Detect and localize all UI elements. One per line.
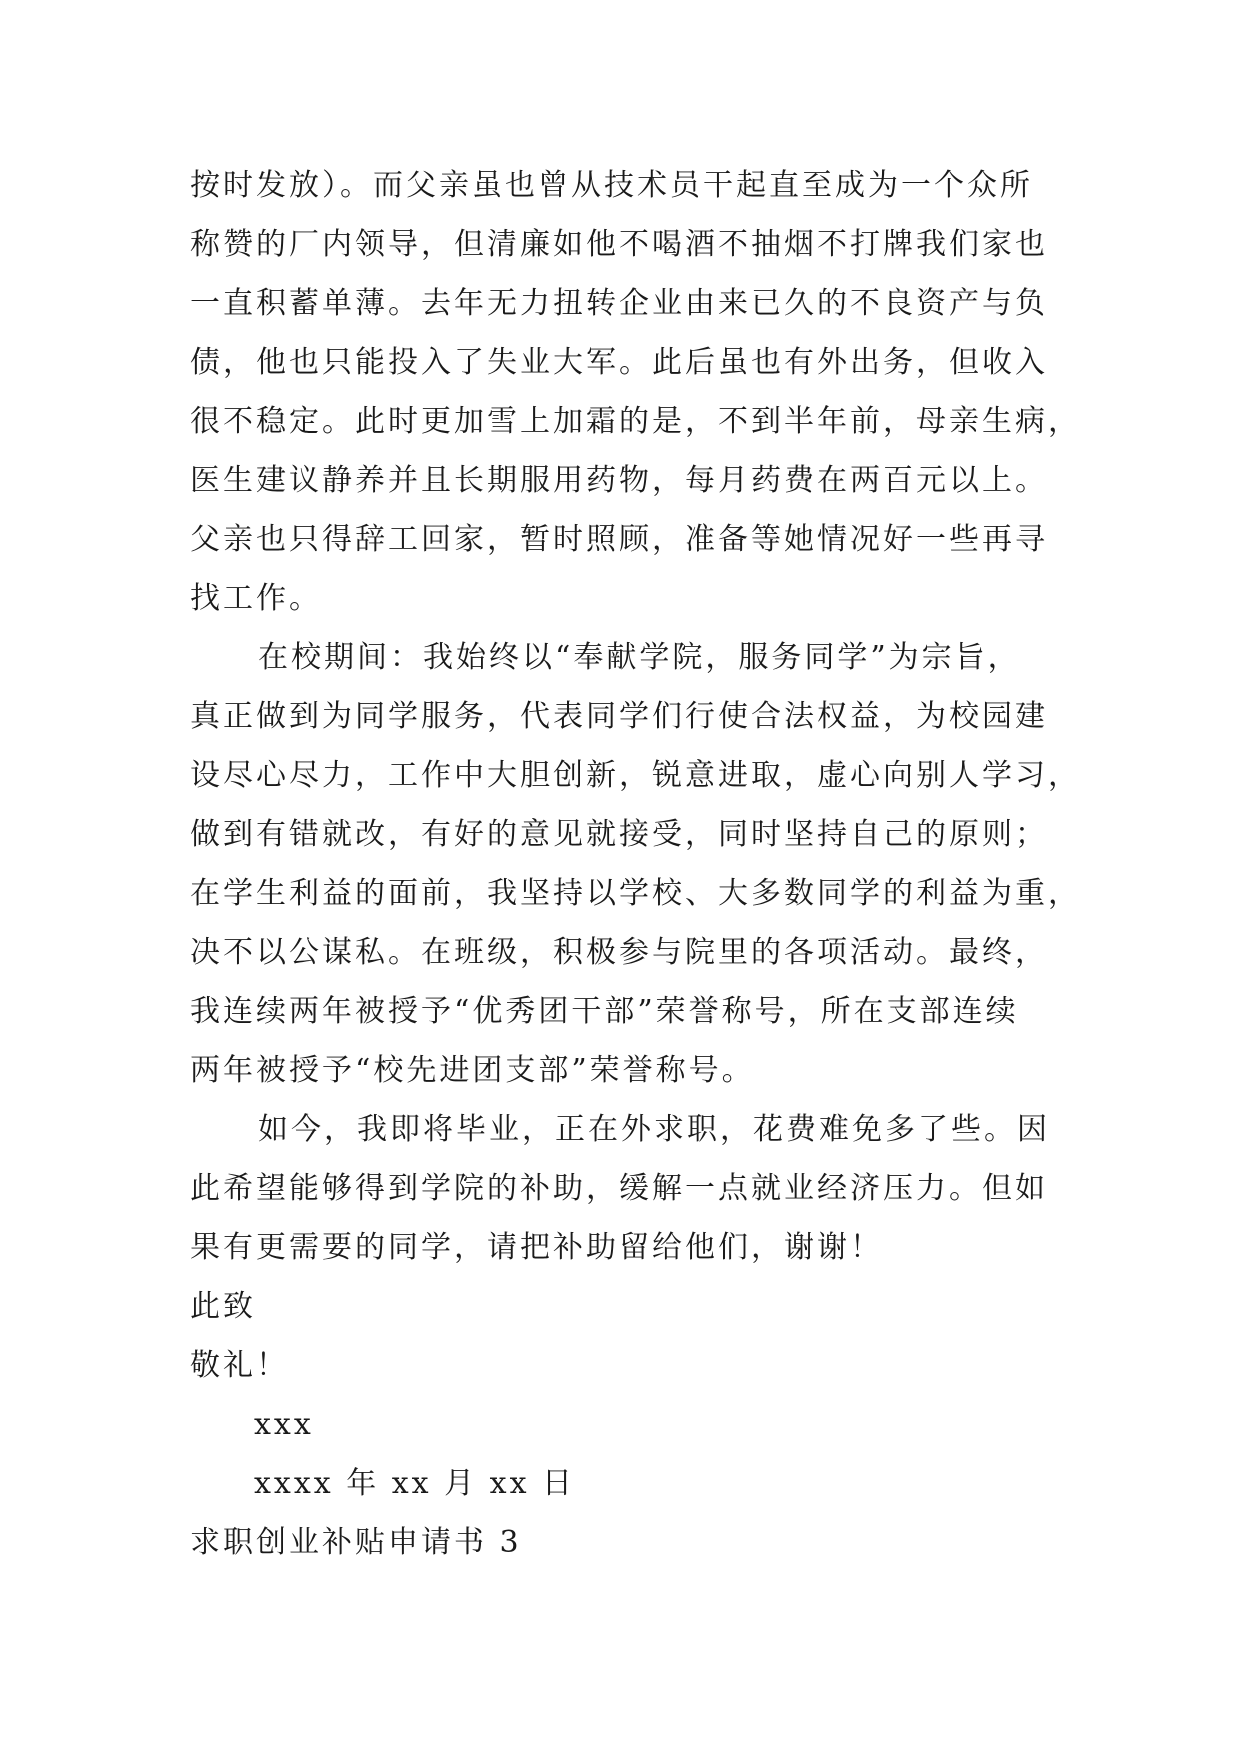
text-line: 很不稳定。此时更加雪上加霜的是，不到半年前，母亲生病，	[190, 404, 1081, 439]
text-line: 决不以公谋私。在班级，积极参与院里的各项活动。最终，	[190, 935, 1048, 970]
signature-name: xxx	[254, 1407, 314, 1442]
text-line: 两年被授予“校先进团支部”荣誉称号。	[190, 1053, 755, 1088]
text-line: 此希望能够得到学院的补助，缓解一点就业经济压力。但如	[190, 1171, 1048, 1206]
text-line: 在校期间：我始终以“奉献学院，服务同学”为宗旨，	[258, 640, 1021, 675]
text-line: 如今，我即将毕业，正在外求职，花费难免多了些。因	[258, 1112, 1050, 1147]
document-body	[190, 156, 1081, 1572]
text-line: 找工作。	[190, 581, 322, 616]
text-line: 一直积蓄单薄。去年无力扭转企业由来已久的不良资产与负	[190, 286, 1048, 321]
text-line: 真正做到为同学服务，代表同学们行使合法权益，为校园建	[190, 699, 1048, 734]
paragraph-request	[190, 1100, 1070, 1277]
text-line: 我连续两年被授予“优秀团干部”荣誉称号，所在支部连续	[190, 994, 1019, 1029]
signature-date: xxxx 年 xx 月 xx 日	[254, 1466, 576, 1501]
closing-salutation: 此致	[190, 1289, 256, 1324]
section-title: 求职创业补贴申请书 3	[190, 1525, 522, 1560]
paragraph-family-situation	[190, 156, 1081, 628]
paragraph-school-period	[190, 628, 1081, 1100]
text-line: 父亲也只得辞工回家，暂时照顾，准备等她情况好一些再寻	[190, 522, 1048, 557]
text-line: 在学生利益的面前，我坚持以学校、大多数同学的利益为重，	[190, 876, 1081, 911]
text-line: 称赞的厂内领导，但清廉如他不喝酒不抽烟不打牌我们家也	[190, 227, 1048, 262]
text-line: 债，他也只能投入了失业大军。此后虽也有外出务，但收入	[190, 345, 1048, 380]
text-line: 按时发放）。而父亲虽也曾从技术员干起直至成为一个众所	[190, 168, 1033, 203]
text-line: 果有更需要的同学，请把补助留给他们，谢谢！	[190, 1230, 883, 1265]
text-line: 做到有错就改，有好的意见就接受，同时坚持自己的原则；	[190, 817, 1048, 852]
closing-respect: 敬礼！	[190, 1348, 289, 1383]
text-line: 设尽心尽力，工作中大胆创新，锐意进取，虚心向别人学习，	[190, 758, 1081, 793]
text-line: 医生建议静养并且长期服用药物，每月药费在两百元以上。	[190, 463, 1048, 498]
